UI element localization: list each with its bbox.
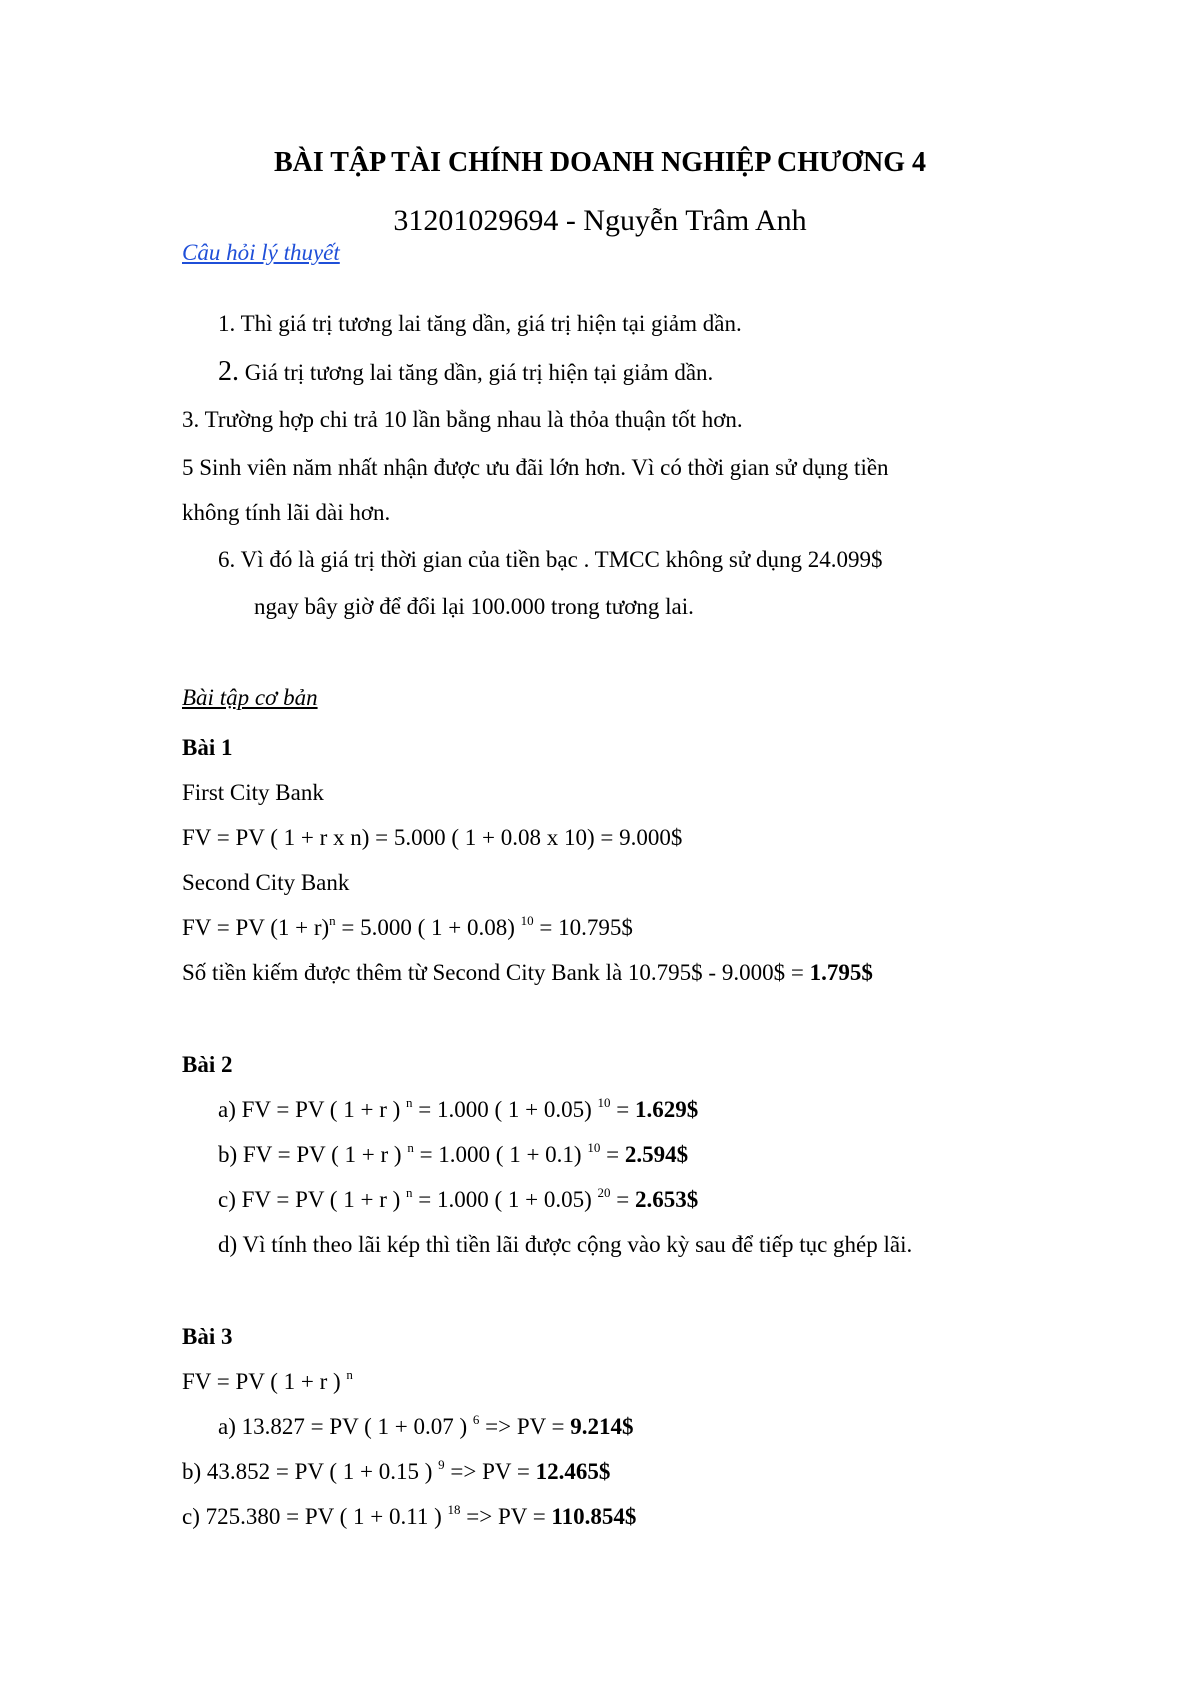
exercise-1-bank1: First City Bank	[182, 780, 324, 805]
exercise-1-formula-1: FV = PV ( 1 + r x n) = 5.000 ( 1 + 0.08 x 10) = 9.000$	[182, 825, 683, 850]
theory-answer-2-text: Giá trị tương lai tăng dần, giá trị hiện tại giảm dần.	[239, 360, 714, 385]
exercise-1-title: Bài 1	[182, 735, 233, 760]
formula-text: b) FV = PV ( 1 + r )	[218, 1142, 408, 1167]
exercise-2-part-c	[218, 1185, 698, 1215]
formula-exponent: 10	[597, 1095, 611, 1110]
formula-result: 9.214$	[570, 1414, 634, 1439]
theory-answer-6-line2: ngay bây giờ để đổi lại 100.000 trong tương lai.	[254, 594, 694, 619]
formula-text: = 5.000 ( 1 + 0.08)	[335, 915, 521, 940]
document-title: BÀI TẬP TÀI CHÍNH DOANH NGHIỆP CHƯƠNG 4	[273, 147, 927, 178]
theory-answer-5-line1: 5 Sinh viên năm nhất nhận được ưu đãi lớn hơn. Vì có thời gian sử dụng tiền	[182, 455, 889, 480]
formula-text: => PV =	[444, 1459, 536, 1484]
formula-exponent: 9	[438, 1457, 445, 1472]
formula-text: =	[610, 1187, 636, 1212]
formula-exponent: n	[406, 1095, 413, 1110]
formula-text: c) FV = PV ( 1 + r )	[218, 1187, 407, 1212]
formula-text: b) 43.852 = PV ( 1 + 0.15 )	[182, 1459, 439, 1484]
theory-answer-3: 3. Trường hợp chi trả 10 lần bằng nhau là thỏa thuận tốt hơn.	[182, 407, 743, 432]
formula-text: FV = PV (1 + r)	[182, 915, 330, 940]
exercise-1-conclusion	[182, 958, 873, 988]
formula-text: = 10.795$	[533, 915, 633, 940]
formula-text: =	[600, 1142, 625, 1167]
theory-answer-6-line1: 6. Vì đó là giá trị thời gian của tiền bạc . TMCC không sử dụng 24.099$	[218, 547, 883, 572]
theory-answer-1: 1. Thì giá trị tương lai tăng dần, giá trị hiện tại giảm dần.	[218, 311, 742, 336]
exercise-2-part-a	[218, 1095, 698, 1125]
exercise-2-part-d: d) Vì tính theo lãi kép thì tiền lãi được cộng vào kỳ sau để tiếp tục ghép lãi.	[218, 1232, 913, 1257]
theory-heading-link[interactable]: Câu hỏi lý thuyết	[182, 240, 340, 265]
formula-result: 2.594$	[624, 1142, 689, 1167]
formula-text: => PV =	[479, 1414, 571, 1439]
formula-exponent: n	[407, 1140, 414, 1155]
formula-exponent: n	[346, 1367, 353, 1382]
exercise-2-title: Bài 2	[182, 1052, 233, 1077]
formula-text: = 1.000 ( 1 + 0.05)	[412, 1187, 598, 1212]
formula-text: = 1.000 ( 1 + 0.05)	[412, 1097, 598, 1122]
formula-exponent: 10	[520, 913, 534, 928]
formula-text: FV = PV ( 1 + r )	[182, 1369, 347, 1394]
formula-text: a) FV = PV ( 1 + r )	[218, 1097, 407, 1122]
formula-exponent: n	[329, 913, 336, 928]
conclusion-result: 1.795$	[809, 960, 873, 985]
exercise-3-part-c	[182, 1502, 636, 1532]
document-subtitle: 31201029694 - Nguyễn Trâm Anh	[393, 204, 807, 237]
exercise-3-part-b	[182, 1457, 610, 1487]
exercise-2-part-b	[218, 1140, 688, 1170]
formula-text: = 1.000 ( 1 + 0.1)	[413, 1142, 588, 1167]
exercise-3-formula	[182, 1367, 353, 1397]
theory-answer-2-number: 2.	[218, 356, 239, 387]
formula-text: c) 725.380 = PV ( 1 + 0.11 )	[182, 1504, 448, 1529]
formula-result: 12.465$	[535, 1459, 611, 1484]
formula-exponent: 18	[447, 1502, 461, 1517]
theory-answer-2	[218, 357, 713, 388]
conclusion-text: Số tiền kiếm được thêm từ Second City Bank là 10.795$ - 9.000$ =	[182, 960, 810, 985]
formula-exponent: 10	[587, 1140, 601, 1155]
formula-result: 2.653$	[635, 1187, 699, 1212]
formula-result: 1.629$	[635, 1097, 699, 1122]
formula-text: => PV =	[460, 1504, 552, 1529]
formula-text: =	[610, 1097, 636, 1122]
formula-text: a) 13.827 = PV ( 1 + 0.07 )	[218, 1414, 473, 1439]
theory-answer-5-line2: không tính lãi dài hơn.	[182, 500, 391, 525]
formula-exponent: n	[406, 1185, 413, 1200]
exercise-3-title: Bài 3	[182, 1324, 233, 1349]
formula-exponent: 6	[472, 1412, 480, 1427]
exercise-1-bank2: Second City Bank	[182, 870, 350, 895]
exercise-3-part-a	[218, 1412, 634, 1442]
formula-result: 110.854$	[551, 1504, 637, 1529]
formula-exponent: 20	[597, 1185, 611, 1200]
basic-exercises-heading: Bài tập cơ bản	[182, 685, 318, 710]
exercise-1-formula-2	[182, 913, 633, 943]
